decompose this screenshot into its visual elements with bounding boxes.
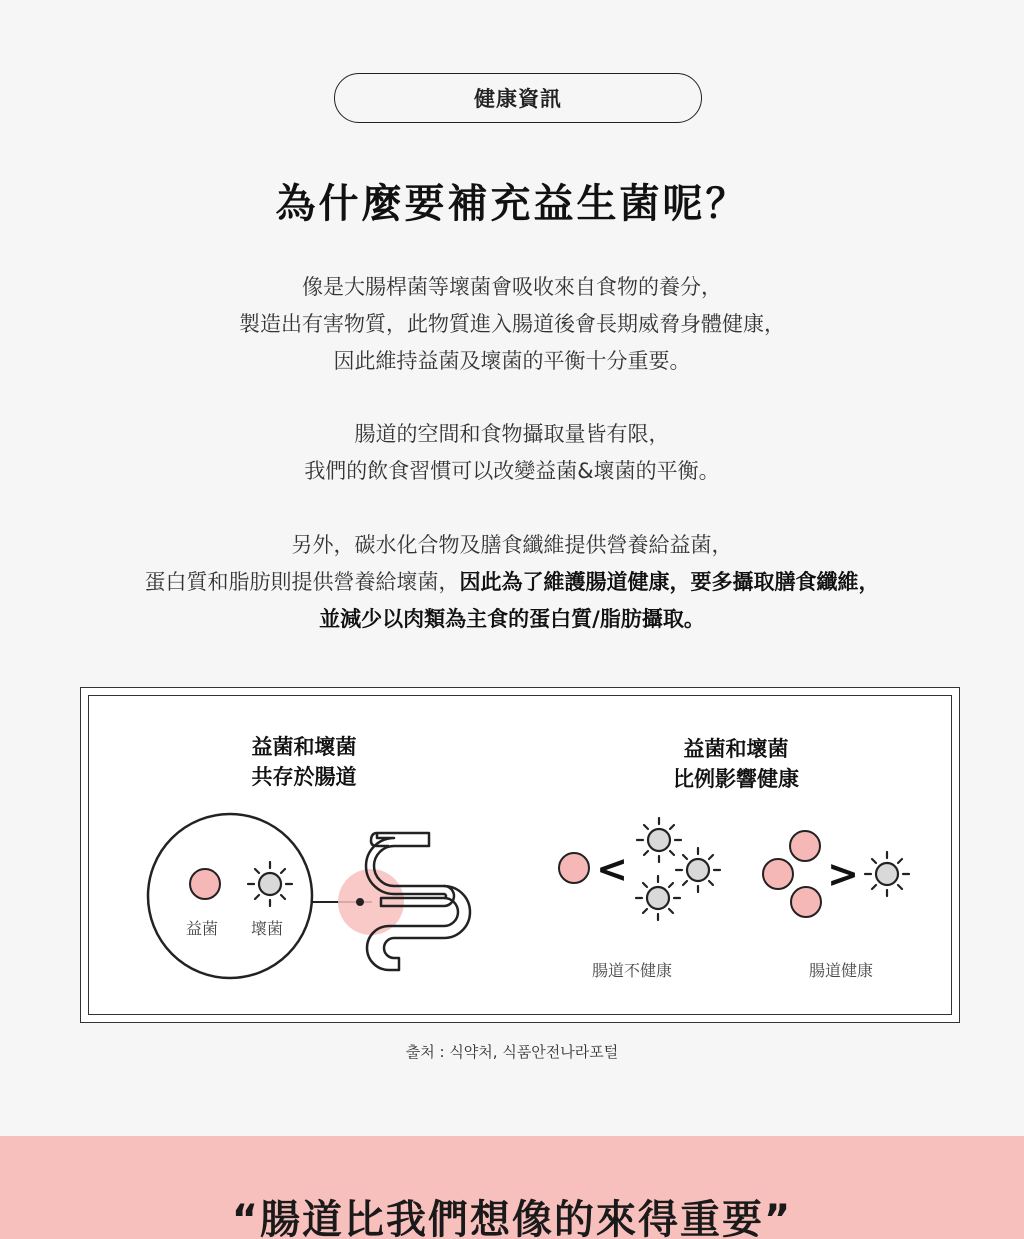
- gut-zoom-circle: [148, 814, 312, 978]
- quote-heading: “腸道比我們想像的來得重要”: [231, 1197, 793, 1239]
- left-diagram-heading: [154, 732, 454, 792]
- right-heading-line: 比例影響健康: [673, 767, 799, 791]
- good-bacteria-icon: [790, 831, 820, 861]
- bad-bacteria-icon: [636, 876, 680, 920]
- connector-dot: [356, 898, 364, 906]
- paragraph-1-line: 像是大腸桿菌等壞菌會吸收來自食物的養分，: [302, 275, 722, 299]
- greater-than-sign: >: [827, 852, 859, 896]
- paragraph-3-normal-text: 蛋白質和脂肪則提供營養給壞菌，: [144, 570, 460, 594]
- paragraph-1: [0, 269, 1024, 380]
- category-badge: [334, 73, 702, 123]
- less-than-sign: <: [596, 847, 628, 891]
- diagram-inner-frame: [88, 695, 952, 1015]
- healthy-gut-label: 腸道健康: [809, 961, 874, 980]
- paragraph-1-line: 製造出有害物質，此物質進入腸道後會長期威脅身體健康，: [239, 312, 785, 336]
- bad-bacteria-icon: [676, 848, 720, 892]
- category-badge-label: 健康資訊: [474, 87, 562, 111]
- paragraph-3-bold-text: 並減少以肉類為主食的蛋白質/脂肪攝取。: [319, 607, 705, 631]
- source-credit: 출처 : 식약처, 식품안전나라포털: [405, 1043, 619, 1061]
- paragraph-3: [0, 527, 1024, 638]
- good-bacteria-icon: [791, 887, 821, 917]
- left-heading-line: 共存於腸道: [251, 765, 357, 789]
- right-diagram-heading: [586, 734, 886, 794]
- bad-bacteria-icon: [637, 818, 681, 862]
- paragraph-3-bold-text: 因此為了維護腸道健康，要多攝取膳食纖維，: [459, 570, 880, 594]
- paragraph-2: [0, 416, 1024, 490]
- right-heading-line: 益菌和壞菌: [683, 737, 789, 761]
- page-title: 為什麼要補充益生菌呢？: [275, 181, 749, 227]
- good-bacteria-icon: [190, 869, 220, 899]
- paragraph-3-line: [0, 601, 1024, 638]
- paragraph-3-line: [0, 564, 1024, 601]
- paragraph-2-line: 我們的飲食習慣可以改變益菌&壞菌的平衡。: [304, 459, 720, 483]
- unhealthy-gut-label: 腸道不健康: [592, 961, 673, 980]
- good-bacteria-label: 益菌: [186, 919, 219, 938]
- paragraph-3-line: 另外，碳水化合物及膳食纖維提供營養給益菌，: [291, 533, 733, 557]
- good-bacteria-icon: [763, 859, 793, 889]
- intestine-icon: [366, 833, 470, 970]
- bad-bacteria-icon: [248, 862, 292, 906]
- bad-bacteria-icon: [865, 852, 909, 896]
- paragraph-2-line: 腸道的空間和食物攝取量皆有限，: [354, 422, 670, 446]
- good-bacteria-icon: [559, 853, 589, 883]
- bad-bacteria-label: 壞菌: [251, 919, 284, 938]
- paragraph-1-line: 因此維持益菌及壞菌的平衡十分重要。: [333, 349, 691, 373]
- diagram-frame: [80, 687, 960, 1023]
- quote-banner: [0, 1136, 1024, 1239]
- left-heading-line: 益菌和壞菌: [251, 735, 357, 759]
